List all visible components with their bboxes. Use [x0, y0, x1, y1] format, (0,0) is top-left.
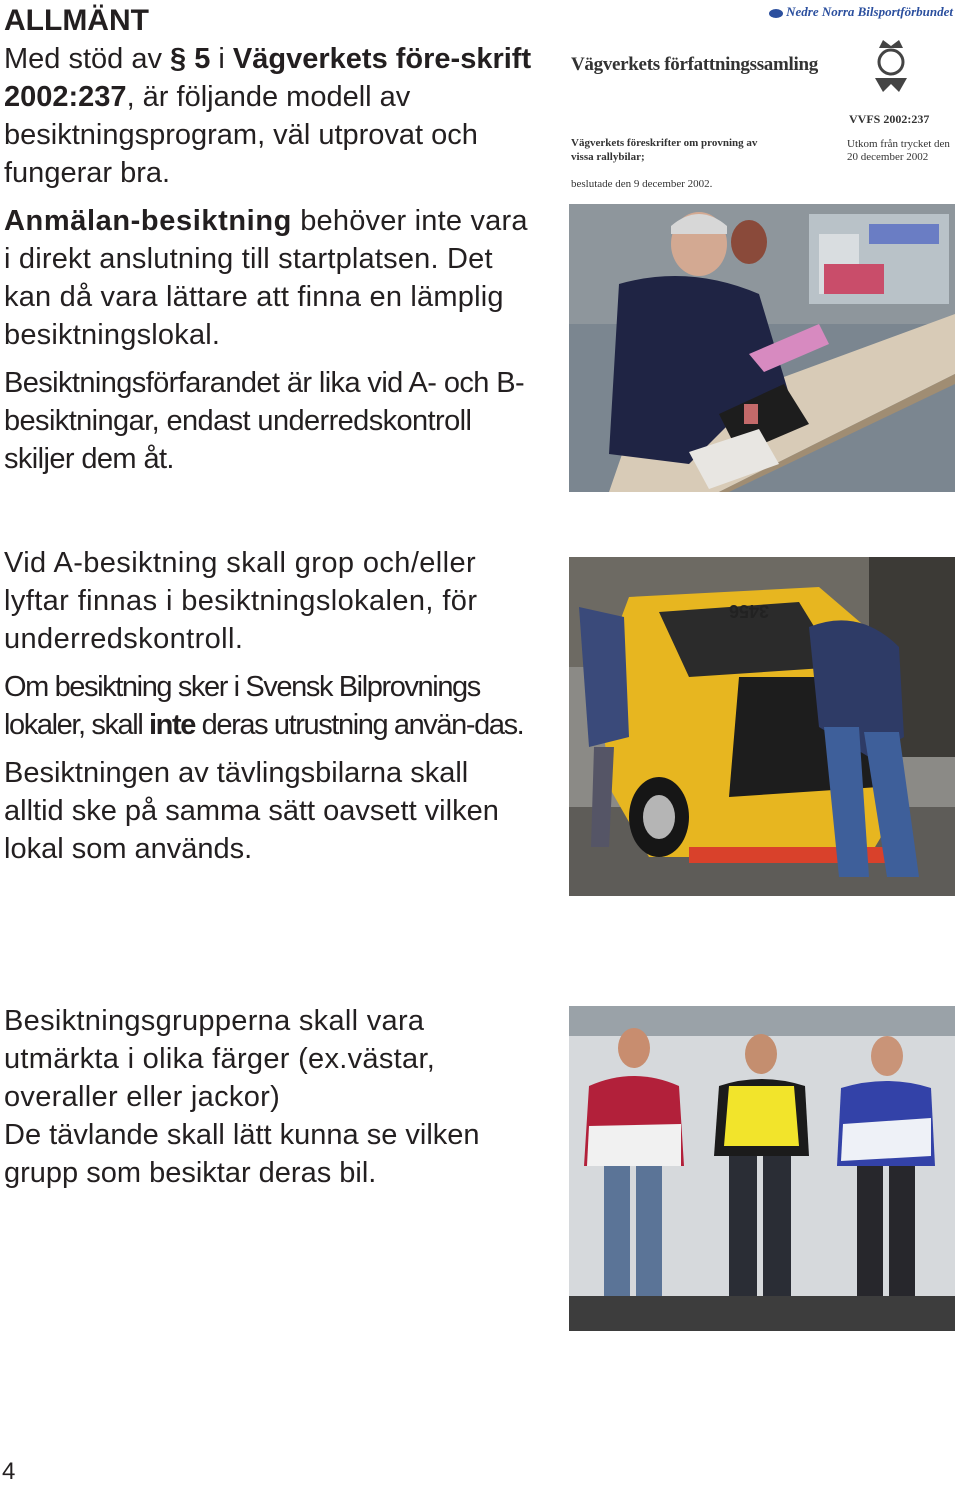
org-logo: Nedre Norra Bilsportförbundet: [769, 4, 953, 20]
paragraph-competitors: De tävlande skall lätt kunna se vilken grupp som besiktar deras bil.: [4, 1119, 480, 1189]
paragraph-same-procedure: Besiktningen av tävlingsbilarna skall alltid ske på samma sätt oavsett vilken lokal som används.: [4, 757, 499, 865]
crest-icon: [869, 38, 913, 94]
document-decided: beslutade den 9 december 2002.: [571, 178, 713, 190]
desk-photo: [569, 204, 955, 492]
car-number: 3456: [728, 601, 769, 621]
paragraph-groups: Besiktningsgrupperna skall vara utmärkta i olika färger (ex.västar, overaller eller jackor): [4, 1005, 436, 1113]
paragraph-regulation: Med stöd av § 5 i Vägverkets före-skrift 2002:237, är följande modell av besiktningsprogram, väl utprovat och fungerar bra.: [4, 43, 532, 189]
document-title: Vägverkets författningssamling: [571, 54, 818, 75]
intro-text-block: [4, 40, 532, 488]
vest-groups-photo: [569, 1006, 955, 1331]
page-number: 4: [2, 1458, 16, 1485]
paragraph-registration: Anmälan-besiktning behöver inte vara i direkt anslutning till startplatsen. Det kan då vara lättare att finna en lämplig besiktningslokal.: [4, 205, 528, 351]
paragraph-bilprovning: Om besiktning sker i Svensk Bilprovnings lokaler, skall inte deras utrustning använ-das.: [4, 671, 524, 741]
paragraph-a-inspection: Vid A-besiktning skall grop och/eller lyftar finnas i besiktningslokalen, för underredskontroll.: [4, 547, 478, 655]
regulation-document-image: [569, 0, 955, 492]
inspection-text-block: [4, 544, 532, 878]
document-issued: Utkom från trycket den 20 december 2002: [847, 138, 950, 163]
document-subtitle: Vägverkets föreskrifter om provning av vissa rallybilar;: [571, 137, 758, 163]
document-number: VVFS 2002:237: [849, 112, 930, 126]
groups-text-block: [4, 1002, 532, 1192]
paragraph-procedure: Besiktningsförfarandet är lika vid A- och B-besiktningar, endast underredskontroll skiljer dem åt.: [4, 367, 525, 475]
car-inspection-photo: [569, 557, 955, 896]
section-heading: ALLMÄNT: [4, 4, 149, 37]
